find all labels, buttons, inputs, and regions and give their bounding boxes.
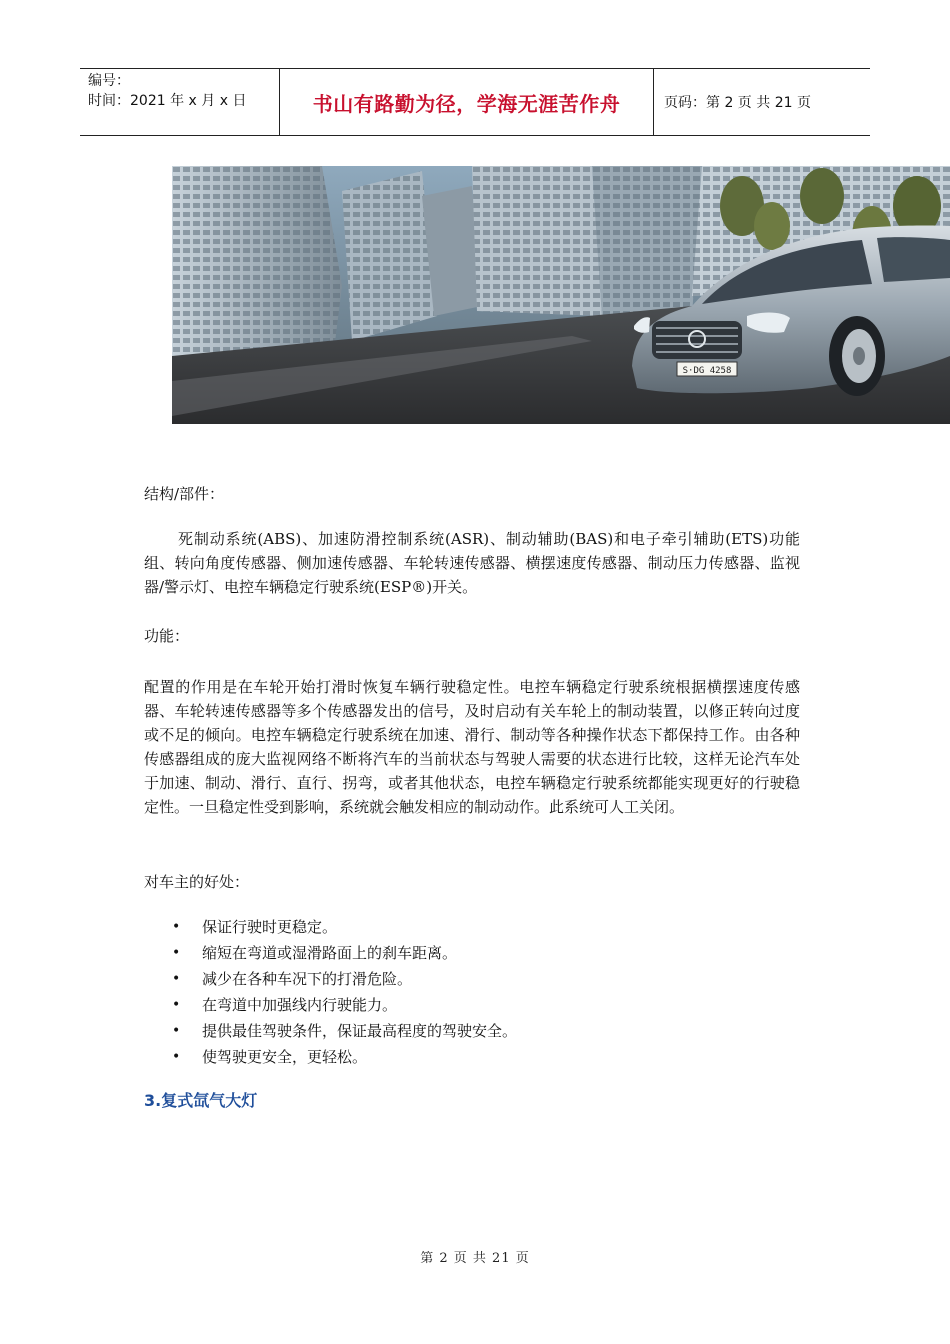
bullet-icon: • — [172, 1049, 181, 1065]
header-motto: 书山有路勤为径，学海无涯苦作舟 — [280, 69, 654, 135]
function-paragraph: 配置的作用是在车轮开始打滑时恢复车辆行驶稳定性。电控车辆稳定行驶系统根据横摆速度传感器、车轮转速传感器等多个传感器发出的信号，及时启动有关车轮上的制动装置，以修正转向过度或不足的倾向。电控车辆稳定行驶系统在加速、滑行、制动等各种操作状态下都保持工作。由各种传感器组成的庞大监视网络不断将汽车的当前状态与驾驶人需要的状态进行比较，这样无论汽车处于加速、制动、滑行、直行、拐弯，或者其他状态，电控车辆稳定行驶系统都能实现更好的行驶稳定性。一旦稳定性受到影响，系统就会触发相应的制动动作。此系统可人工关闭。 — [144, 678, 800, 816]
doc-time-label: 时间：2021 年 x 月 x 日 — [88, 93, 247, 109]
benefit-label: 对车主的好处： — [144, 873, 250, 891]
doc-number-label: 编号： — [88, 73, 130, 89]
header-meta — [80, 69, 280, 135]
bullet-icon: • — [172, 945, 181, 961]
benefit-list — [144, 914, 784, 1070]
structure-paragraph: 死制动系统(ABS)、加速防滑控制系统(ASR)、制动辅助(BAS)和电子牵引辅助(ETS)功能组、转向角度传感器、侧加速传感器、车轮转速传感器、横摆速度传感器、制动压力传感器、监视器/警示灯、电控车辆稳定行驶系统(ESP®)开关。 — [144, 530, 800, 596]
bullet-icon: • — [172, 997, 181, 1013]
structure-label: 结构/部件： — [144, 485, 225, 503]
list-item — [144, 940, 784, 966]
bullet-icon: • — [172, 971, 181, 987]
list-item — [144, 992, 784, 1018]
bullet-icon: • — [172, 1023, 181, 1039]
list-item — [144, 1044, 784, 1070]
list-item-text: 使驾驶更安全，更轻松。 — [202, 1048, 368, 1066]
function-label: 功能： — [144, 627, 190, 645]
list-item — [144, 914, 784, 940]
list-item — [144, 1018, 784, 1044]
section-heading: 3.复式氙气大灯 — [144, 1091, 258, 1110]
license-plate: S·DG 4258 — [682, 366, 732, 376]
list-item — [144, 966, 784, 992]
list-item-text: 在弯道中加强线内行驶能力。 — [202, 996, 398, 1014]
list-item-text: 提供最佳驾驶条件，保证最高程度的驾驶安全。 — [202, 1022, 518, 1040]
header-page-info: 页码：第 2 页 共 21 页 — [664, 95, 811, 111]
list-item-text: 减少在各种车况下的打滑危险。 — [202, 970, 413, 988]
list-item-text: 保证行驶时更稳定。 — [202, 918, 338, 936]
bullet-icon: • — [172, 919, 181, 935]
car-photo — [172, 166, 950, 424]
page-footer: 第 2 页 共 21 页 — [420, 1251, 530, 1266]
list-item-text: 缩短在弯道或湿滑路面上的刹车距离。 — [202, 944, 458, 962]
page-header — [80, 68, 870, 136]
